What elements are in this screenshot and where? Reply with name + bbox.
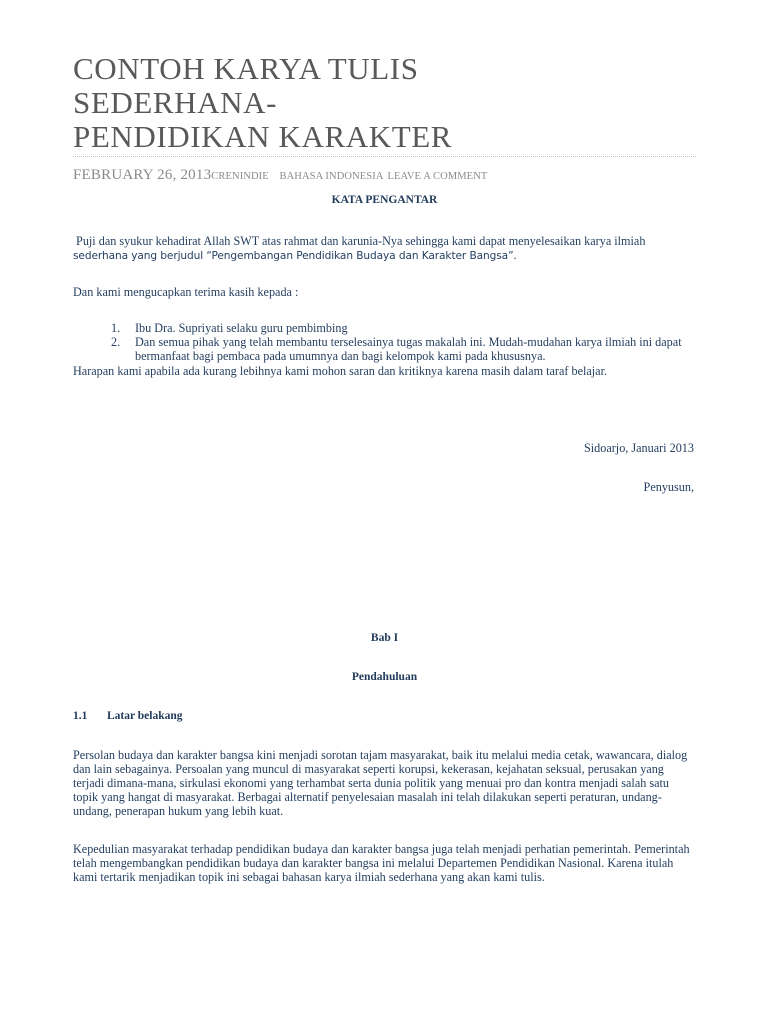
closing-line: Harapan kami apabila ada kurang lebihnya kami mohon saran dan kritiknya karena masih dalam taraf belajar. (73, 364, 608, 378)
intro-paragraph (73, 234, 696, 263)
article-title (73, 52, 693, 154)
list-item (73, 321, 696, 335)
title-line-1: CONTOH KARYA TULIS (73, 51, 419, 86)
post-category[interactable]: BAHASA INDONESIA (279, 171, 384, 182)
intro-line-2-suffix: . (513, 248, 517, 262)
intro-line-1: Puji dan syukur kehadirat Allah SWT atas rahmat dan karunia-Nya sehingga kami dapat menyelesaikan karya ilmiah (73, 234, 646, 248)
list-item (73, 335, 696, 363)
section-heading (73, 710, 183, 722)
post-date[interactable]: FEBRUARY 26, 2013 (73, 167, 212, 183)
intro-line-2 (73, 248, 696, 263)
post-author[interactable]: CRENINDIE (211, 171, 269, 182)
intro-line-2-prefix: sederhana yang berjudul (73, 250, 207, 262)
section-title: Latar belakang (107, 710, 183, 722)
background-paragraph-1: Persolan budaya dan karakter bangsa kini menjadi sorotan tajam masyarakat, baik itu melalui media cetak, wawancara, dialog dan lain sebagainya. Persoalan yang muncul di masyarakat seperti korupsi, kekerasan, kejahatan seksual, perusakan yang terjadi dimana-mana, sirkulasi ekonomi yang terhambat serta dunia politik yang menuai pro dan kontra menjadi salah satu topik yang hangat di masyarakat. Berbagai alternatif penyelesaian masalah ini telah dilakukan seperti peraturan, undang-undang, penerapan hukum yang lebih kuat. (73, 748, 688, 818)
chapter-title: Pendahuluan (351, 671, 418, 683)
title-divider (73, 156, 696, 157)
background-paragraph-2: Kepedulian masyarakat terhadap pendidikan budaya dan karakter bangsa juga telah menjadi perhatian pemerintah. Pemerintah telah mengembangkan pendidikan budaya dan karakter bangsa ini melalui Departemen Pendidikan Nasional. Karena itulah kami tertarik menjadikan topik ini sebagai bahasan karya ilmiah sederhana yang akan kami tulis. (73, 842, 690, 884)
signature: Penyusun, (643, 480, 694, 494)
title-line-3: PENDIDIKAN KARAKTER (73, 119, 453, 154)
kata-pengantar-heading: KATA PENGANTAR (331, 194, 438, 206)
thanks-list (73, 321, 696, 363)
title-line-2: SEDERHANA- (73, 85, 278, 120)
chapter-number: Bab I (370, 632, 399, 644)
post-meta (73, 166, 487, 184)
list-item-text: Ibu Dra. Supriyati selaku guru pembimbing (135, 321, 348, 335)
list-item-text: Dan semua pihak yang telah membantu terselesainya tugas makalah ini. Mudah-mudahan karya ilmiah ini dapat bermanfaat bagi pembaca pada umumnya dan bagi kelompok kami pada khususnya. (135, 335, 682, 363)
thanks-line: Dan kami mengucapkan terima kasih kepada : (73, 285, 299, 299)
list-item-number: 1. (111, 321, 121, 335)
intro-title-quote: “Pengembangan Pendidikan Budaya dan Karakter Bangsa” (206, 250, 514, 262)
leave-comment-link[interactable]: LEAVE A COMMENT (387, 171, 488, 182)
section-number: 1.1 (73, 710, 88, 722)
place-date: Sidoarjo, Januari 2013 (583, 441, 694, 455)
list-item-number: 2. (111, 335, 121, 349)
